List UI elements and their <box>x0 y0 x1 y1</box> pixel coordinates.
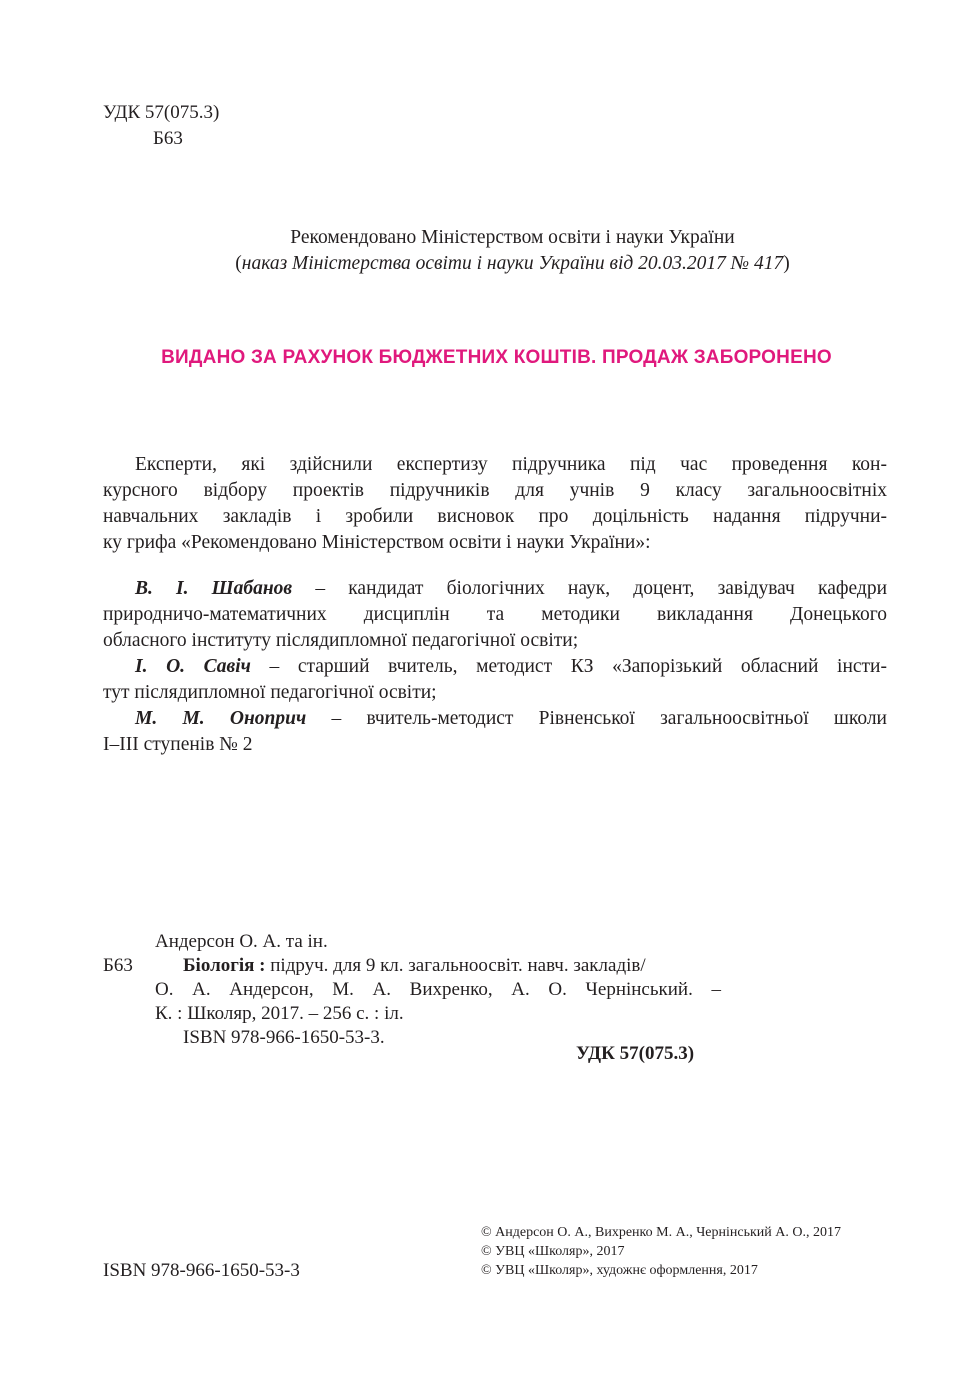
catalog-authors: О. А. Андерсон, М. А. Вихренко, А. О. Чернінський. – <box>155 979 721 1000</box>
expert-desc-line: природничо-математичних дисциплін та методики викладання Донецького <box>103 604 887 625</box>
catalog-title-bold: Біологія : <box>183 955 266 976</box>
intro-line: ку грифа «Рекомендовано Міністерством освіти і науки України»: <box>103 532 651 553</box>
expert-desc-line: тут післядипломної педагогічної освіти; <box>103 682 437 703</box>
udk-bottom: УДК 57(075.3) <box>576 1043 695 1064</box>
catalog-code: Б63 <box>103 955 133 976</box>
isbn-bottom: ISBN 978-966-1650-53-3 <box>103 1260 300 1281</box>
budget-banner: ВИДАНО ЗА РАХУНОК БЮДЖЕТНИХ КОШТІВ. ПРОДАЖ ЗАБОРОНЕНО <box>161 347 832 368</box>
paren-open: ( <box>235 253 242 274</box>
expert-entry <box>103 654 887 706</box>
catalog-title <box>183 954 646 978</box>
intro-line: навчальних закладів і зробили висновок про доцільність надання підручни- <box>103 506 887 527</box>
catalog-title-rest: підруч. для 9 кл. загальноосвіт. навч. закладів/ <box>265 955 646 976</box>
experts-intro <box>103 452 887 556</box>
expert-desc: – кандидат біологічних наук, доцент, завідувач кафедри <box>292 578 887 599</box>
udk-code: УДК 57(075.3) <box>103 102 220 123</box>
intro-line: Експерти, які здійснили експертизу підручника під час проведення кон- <box>135 454 887 475</box>
order-text: наказ Міністерства освіти і науки України від 20.03.2017 № 417 <box>241 253 784 274</box>
expert-desc: – вчитель-методист Рівненської загальноосвітньої школи <box>306 708 887 729</box>
expert-entry <box>103 576 887 654</box>
catalog-publisher: К. : Школяр, 2017. – 256 с. : іл. <box>155 1003 404 1024</box>
paren-close: ) <box>783 253 790 274</box>
copyright-line: © УВЦ «Школяр», художнє оформлення, 2017 <box>481 1263 758 1278</box>
catalog-card <box>103 930 723 1050</box>
udk-header <box>103 100 219 152</box>
catalog-isbn: ISBN 978-966-1650-53-3. <box>183 1027 385 1048</box>
expert-name: М. М. Оноприч <box>135 708 307 729</box>
recommendation-line: Рекомендовано Міністерством освіти і науки України <box>290 227 735 248</box>
expert-name: І. О. Савіч <box>135 656 251 677</box>
copyright-block <box>481 1223 841 1280</box>
order-reference <box>0 251 963 277</box>
intro-line: курсного відбору проектів підручників для учнів 9 класу загальноосвітніх <box>103 480 887 501</box>
expert-name: В. І. Шабанов <box>135 578 293 599</box>
udk-index: Б63 <box>153 128 183 149</box>
expert-desc-line: обласного інституту післядипломної педагогічної освіти; <box>103 630 579 651</box>
catalog-author: Андерсон О. А. та ін. <box>155 931 328 952</box>
copyright-line: © Андерсон О. А., Вихренко М. А., Чернінський А. О., 2017 <box>481 1225 841 1240</box>
recommendation-block <box>0 225 963 277</box>
experts-section <box>103 452 887 758</box>
copyright-line: © УВЦ «Школяр», 2017 <box>481 1244 625 1259</box>
expert-entry <box>103 706 887 758</box>
expert-desc: – старший вчитель, методист КЗ «Запорізький обласний інсти- <box>250 656 887 677</box>
expert-desc-line: І–ІІІ ступенів № 2 <box>103 734 253 755</box>
